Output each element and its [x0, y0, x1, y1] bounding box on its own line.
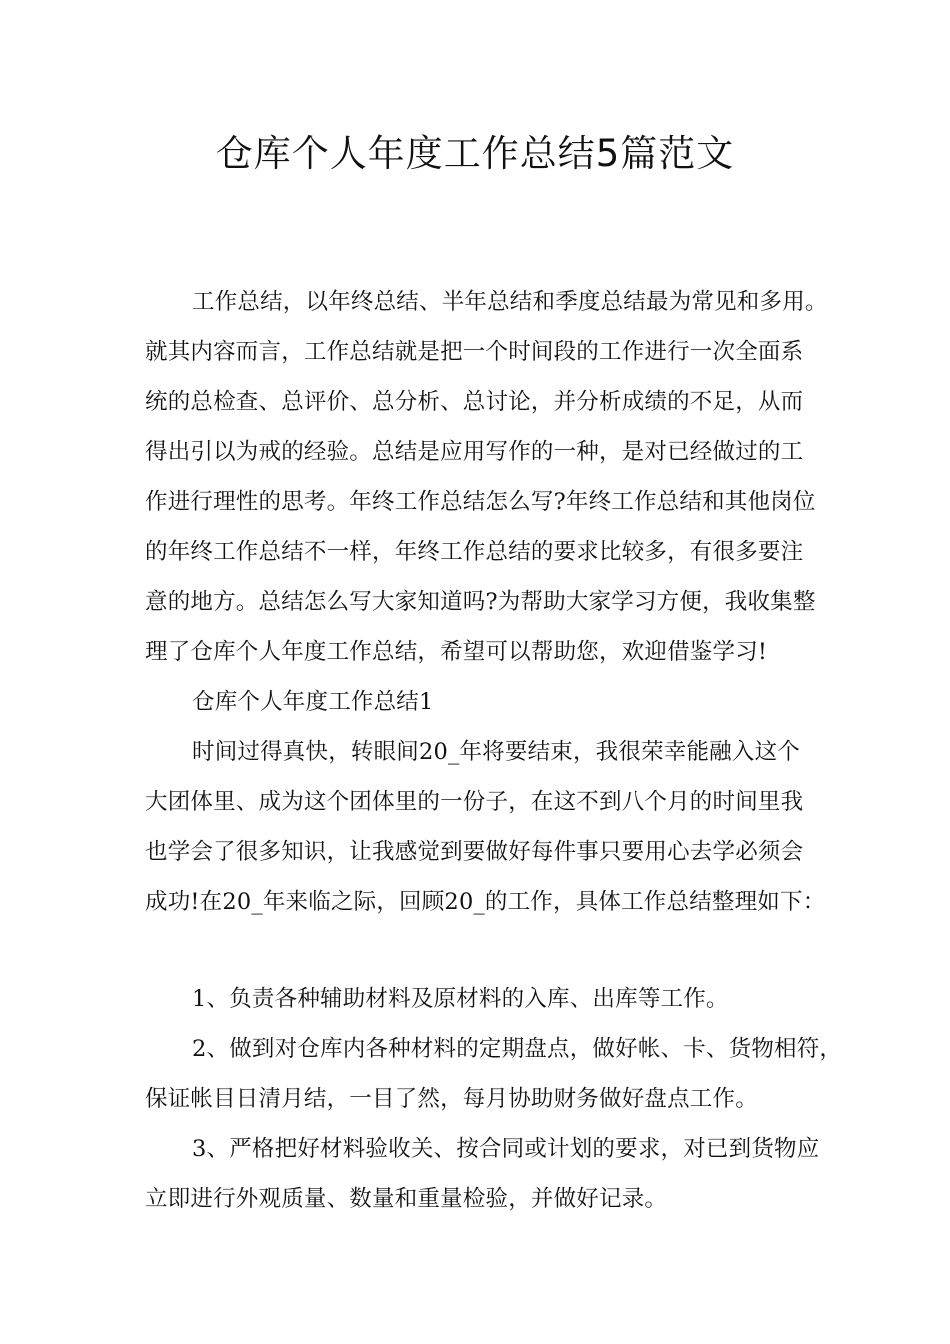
intro-line-4: 得出引以为戒的经验。总结是应用写作的一种，是对已经做过的工 — [145, 439, 804, 465]
list-item-1: 1、负责各种辅助材料及原材料的入库、出库等工作。 — [192, 986, 729, 1012]
intro-line-2: 就其内容而言，工作总结就是把一个时间段的工作进行一次全面系 — [145, 339, 804, 365]
list-item-3: 3、严格把好材料验收关、按合同或计划的要求，对已到货物应 — [192, 1136, 820, 1162]
list-item-2-cont: 保证帐目日清月结，一目了然，每月协助财务做好盘点工作。 — [145, 1086, 758, 1112]
intro-line-7: 意的地方。总结怎么写大家知道吗?为帮助大家学习方便，我收集整 — [145, 589, 816, 615]
intro-line-5: 作进行理性的思考。年终工作总结怎么写?年终工作总结和其他岗位 — [145, 489, 816, 515]
list-item-3-cont: 立即进行外观质量、数量和重量检验，并做好记录。 — [145, 1186, 668, 1212]
intro-line-1: 工作总结，以年终总结、半年总结和季度总结最为常见和多用。 — [192, 289, 828, 315]
body-line-3: 也学会了很多知识，让我感觉到要做好每件事只要用心去学必须会 — [145, 839, 804, 865]
section-heading-1: 仓库个人年度工作总结1 — [192, 689, 434, 715]
intro-line-8: 理了仓库个人年度工作总结，希望可以帮助您，欢迎借鉴学习! — [145, 639, 768, 665]
body-line-4: 成功!在20_年来临之际，回顾20_的工作，具体工作总结整理如下： — [145, 889, 826, 915]
body-line-2: 大团体里、成为这个团体里的一份子，在这不到八个月的时间里我 — [145, 789, 804, 815]
document-title: 仓库个人年度工作总结5篇范文 — [215, 132, 735, 175]
body-line-1: 时间过得真快，转眼间20_年将要结束，我很荣幸能融入这个 — [192, 739, 800, 765]
list-item-2: 2、做到对仓库内各种材料的定期盘点，做好帐、卡、货物相符， — [192, 1036, 843, 1062]
intro-line-6: 的年终工作总结不一样，年终工作总结的要求比较多，有很多要注 — [145, 539, 804, 565]
intro-line-3: 统的总检查、总评价、总分析、总讨论，并分析成绩的不足，从而 — [145, 389, 804, 415]
